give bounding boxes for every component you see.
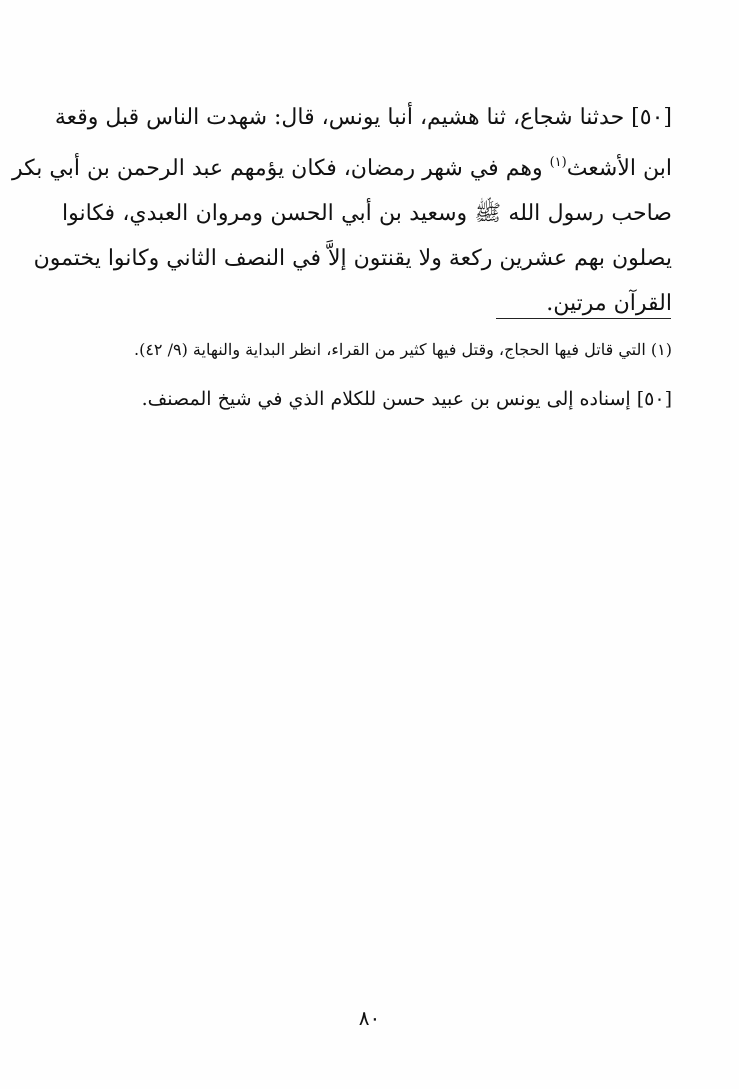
page-number: ٨٠ (358, 1006, 381, 1030)
footnote-marker[interactable]: (١) (549, 155, 567, 170)
hadith-grading: [٥٠] إسناده إلى يونس بن عبيد حسن للكلام الذي في شيخ المصنف. (141, 388, 672, 410)
footnote-1: (١) التي قاتل فيها الحجاج، وقتل فيها كثير من القراء، انظر البداية والنهاية (٩/ ٤٢). (134, 340, 672, 359)
text-line-1: [٥٠] حدثنا شجاع، ثنا هشيم، أنبا يونس، قال: شهدت الناس قبل وقعة (54, 105, 672, 130)
text-line-3: صاحب رسول الله ﷺ وسعيد بن أبي الحسن ومروان العبدي، فكانوا (62, 201, 672, 226)
text-line-2-start: ابن الأشعث (566, 156, 672, 181)
text-line-2-rest: وهم في شهر رمضان، فكان يؤمهم عبد الرحمن بن أبي بكر (11, 156, 543, 181)
text-line-5: القرآن مرتين. (546, 291, 672, 316)
text-line-2 (11, 140, 672, 191)
hadith-text (11, 95, 672, 326)
footnote-separator (496, 318, 671, 319)
text-line-4: يصلون بهم عشرين ركعة ولا يقنتون إلاَّ في النصف الثاني وكانوا يختمون (33, 246, 672, 271)
